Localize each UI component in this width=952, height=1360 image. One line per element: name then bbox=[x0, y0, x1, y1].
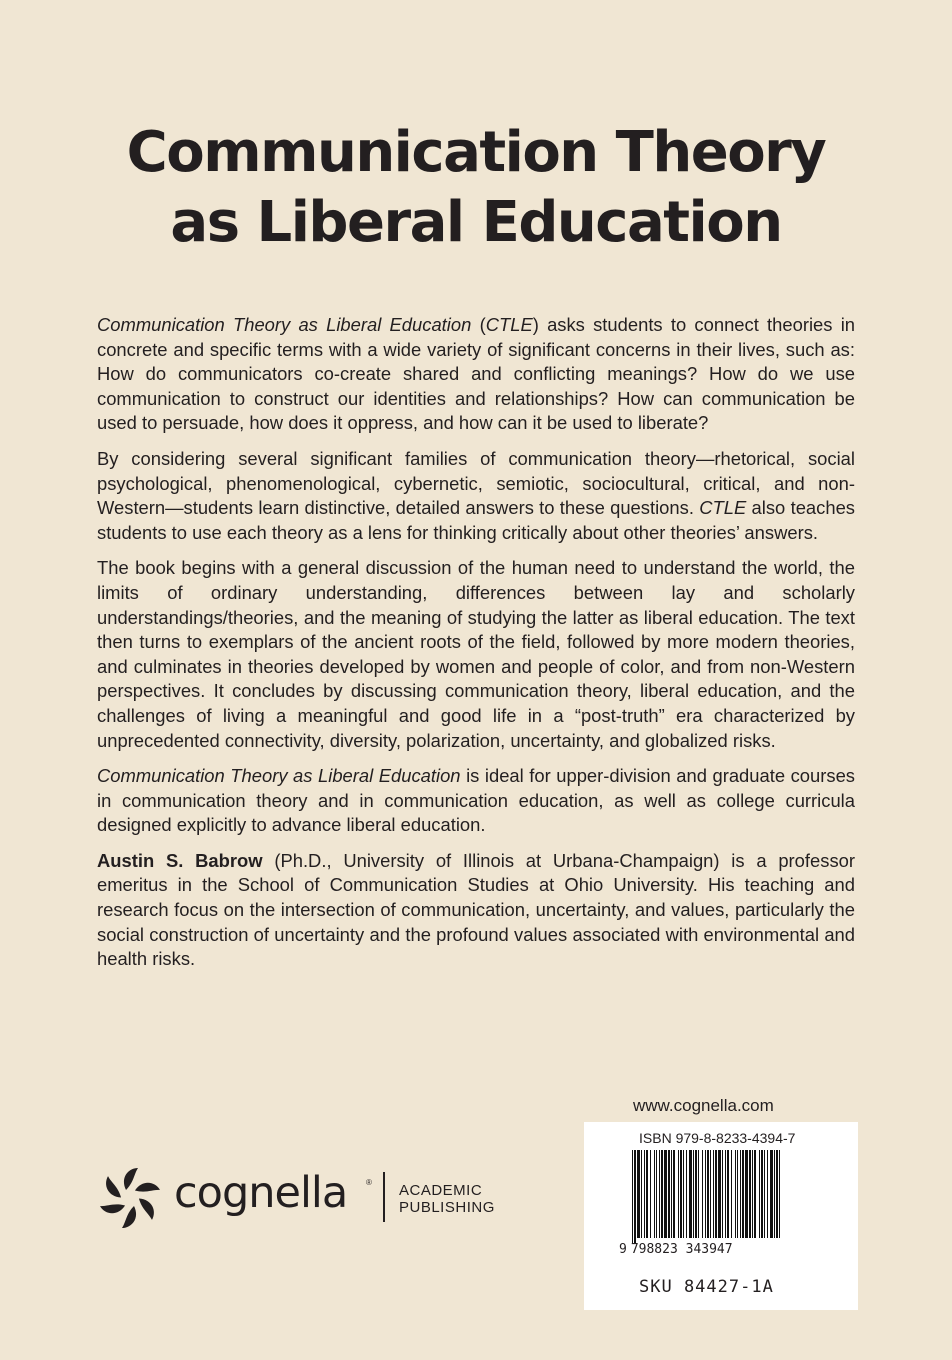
title-line-2: as Liberal Education bbox=[170, 190, 782, 255]
title-line-1: Communication Theory bbox=[126, 120, 826, 185]
description-paragraph-4: Communication Theory as Liberal Education is ideal for upper-division and graduate courses in communication theory and in communication education, as well as college curricula designed explicitly to advance liberal education. bbox=[97, 765, 855, 836]
barcode-panel bbox=[584, 1122, 858, 1310]
publisher-url: www.cognella.com bbox=[633, 1096, 774, 1115]
abbrev: CTLE bbox=[485, 314, 533, 335]
description-paragraph-3: The book begins with a general discussion of the human need to understand the world, the limits of ordinary understanding, differences between lay and scholarly understandings/theories, and the meaning of studying the latter as liberal education. The text then turns to exemplars of the ancient roots of the field, followed by more modern theories, and culminates in theories developed by women and people of color, and from non-Western perspectives. It concludes by discussing communication theory, liberal education, and the challenges of living a meaningful and good life in a “post-truth” era characterized by unprecedented connectivity, diversity, polarization, uncertainty, and globalized risks. bbox=[97, 557, 855, 751]
registered-mark: ® bbox=[366, 1178, 372, 1187]
description-paragraph-2: By considering several significant families of communication theory—rhetorical, social psychological, phenomenological, cybernetic, semiotic, sociocultural, critical, and non-Western—students learn distinctive, detailed answers to these questions. CTLE also teaches students to use each theory as a lens for thinking critically about other theories’ answers. bbox=[97, 447, 855, 543]
author-name: Austin S. Babrow bbox=[97, 849, 263, 871]
cognella-logo-icon bbox=[96, 1164, 164, 1232]
publisher-logo-wordmark: cognella bbox=[174, 1168, 348, 1218]
author-bio: Austin S. Babrow (Ph.D., University of Illinois at Urbana-Champaign) is a professor emeritus in the School of Communication Studies at Ohio University. His teaching and research focus on the intersection of communication, uncertainty, and values, particularly the social construction of uncertainty and the profound values associated with environmental and health risks. bbox=[97, 849, 855, 970]
book-title-italic: Communication Theory as Liberal Education bbox=[97, 314, 472, 335]
book-title-italic: Communication Theory as Liberal Education bbox=[97, 765, 461, 787]
sku-label: SKU 84427-1A bbox=[639, 1277, 774, 1297]
barcode-icon bbox=[632, 1150, 784, 1244]
description-paragraph-1: Communication Theory as Liberal Education (CTLE) asks students to connect theories in concrete and specific terms with a wide variety of significant concerns in their lives, such as: How do communicators co-create shared and conflicting meanings? How do we use communication to construct our identities and relationships? How can communication be used to persuade, how does it oppress, and how can it be used to liberate? bbox=[97, 314, 856, 434]
book-description bbox=[97, 313, 855, 983]
isbn-label: ISBN 979-8-8233-4394-7 bbox=[639, 1130, 796, 1146]
barcode-digits: 9 798823 343947 bbox=[619, 1242, 733, 1257]
abbrev: CTLE bbox=[699, 497, 747, 519]
publisher-tagline: ACADEMIC PUBLISHING bbox=[399, 1182, 495, 1216]
logo-divider bbox=[383, 1172, 385, 1222]
book-title bbox=[0, 118, 952, 258]
